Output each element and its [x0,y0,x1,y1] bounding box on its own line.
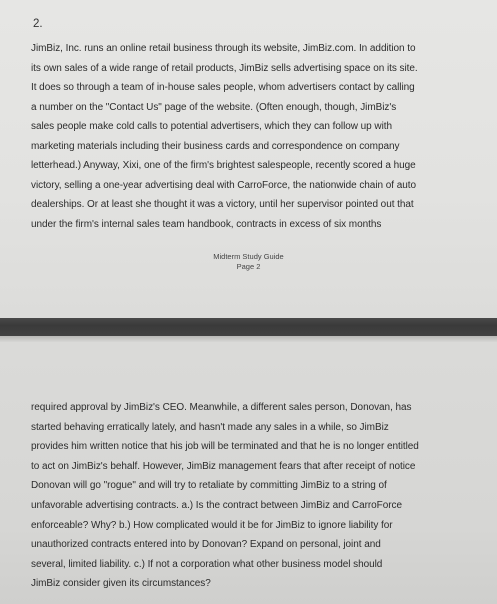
footer-title: Midterm Study Guide [213,252,284,261]
text-line: its own sales of a wide range of retail products, JimBiz sells advertising space on its site. [31,62,418,74]
question-paragraph-part-1 [31,39,471,234]
page-footer [0,252,497,272]
text-line: It does so through a team of in-house sales people, whom advertisers contact by calling [31,82,415,93]
text-line: letterhead.) Anyway, Xixi, one of the firm's brightest salespeople, recently scored a huge [31,160,416,171]
text-line: provides him written notice that his job will be terminated and that he is no longer entitled [31,441,419,453]
text-line: started behaving erratically lately, and hasn't made any sales in a while, so JimBiz [31,421,389,433]
footer-page-number: Page 2 [236,262,261,271]
text-line: unauthorized contracts entered into by Donovan? Expand on personal, joint and [31,539,381,551]
question-number: 2. [33,18,43,30]
text-line: to act on JimBiz's behalf. However, JimBiz management fears that after receipt of notice [31,460,416,472]
text-line: enforceable? Why? b.) How complicated would it be for JimBiz to ignore liability for [31,519,393,531]
text-line: JimBiz, Inc. runs an online retail business through its website, JimBiz.com. In addition to [31,43,416,54]
text-line: victory, selling a one-year advertising deal with CarroForce, the nationwide chain of auto [31,179,416,191]
question-paragraph-part-2 [31,398,471,594]
text-line: dealerships. Or at least she thought it was a victory, until her supervisor pointed out that [31,199,414,210]
text-line: several, limited liability. c.) If not a corporation what other business model should [31,558,383,570]
text-line: marketing materials including their business cards and correspondence on company [31,140,400,152]
text-line: JimBiz consider given its circumstances? [31,578,211,590]
page-break-divider [0,318,497,336]
text-line: under the firm's internal sales team handbook, contracts in excess of six months [31,218,382,230]
text-line: required approval by JimBiz's CEO. Meanwhile, a different sales person, Donovan, has [31,402,412,413]
text-line: sales people make cold calls to potential advertisers, which they can follow up with [31,121,392,132]
text-line: unfavorable advertising contracts. a.) Is the contract between JimBiz and CarroForce [31,499,402,511]
text-line: a number on the "Contact Us" page of the website. (Often enough, though, JimBiz's [31,101,397,113]
text-line: Donovan will go "rogue" and will try to retaliate by committing JimBiz to a string of [31,480,387,492]
